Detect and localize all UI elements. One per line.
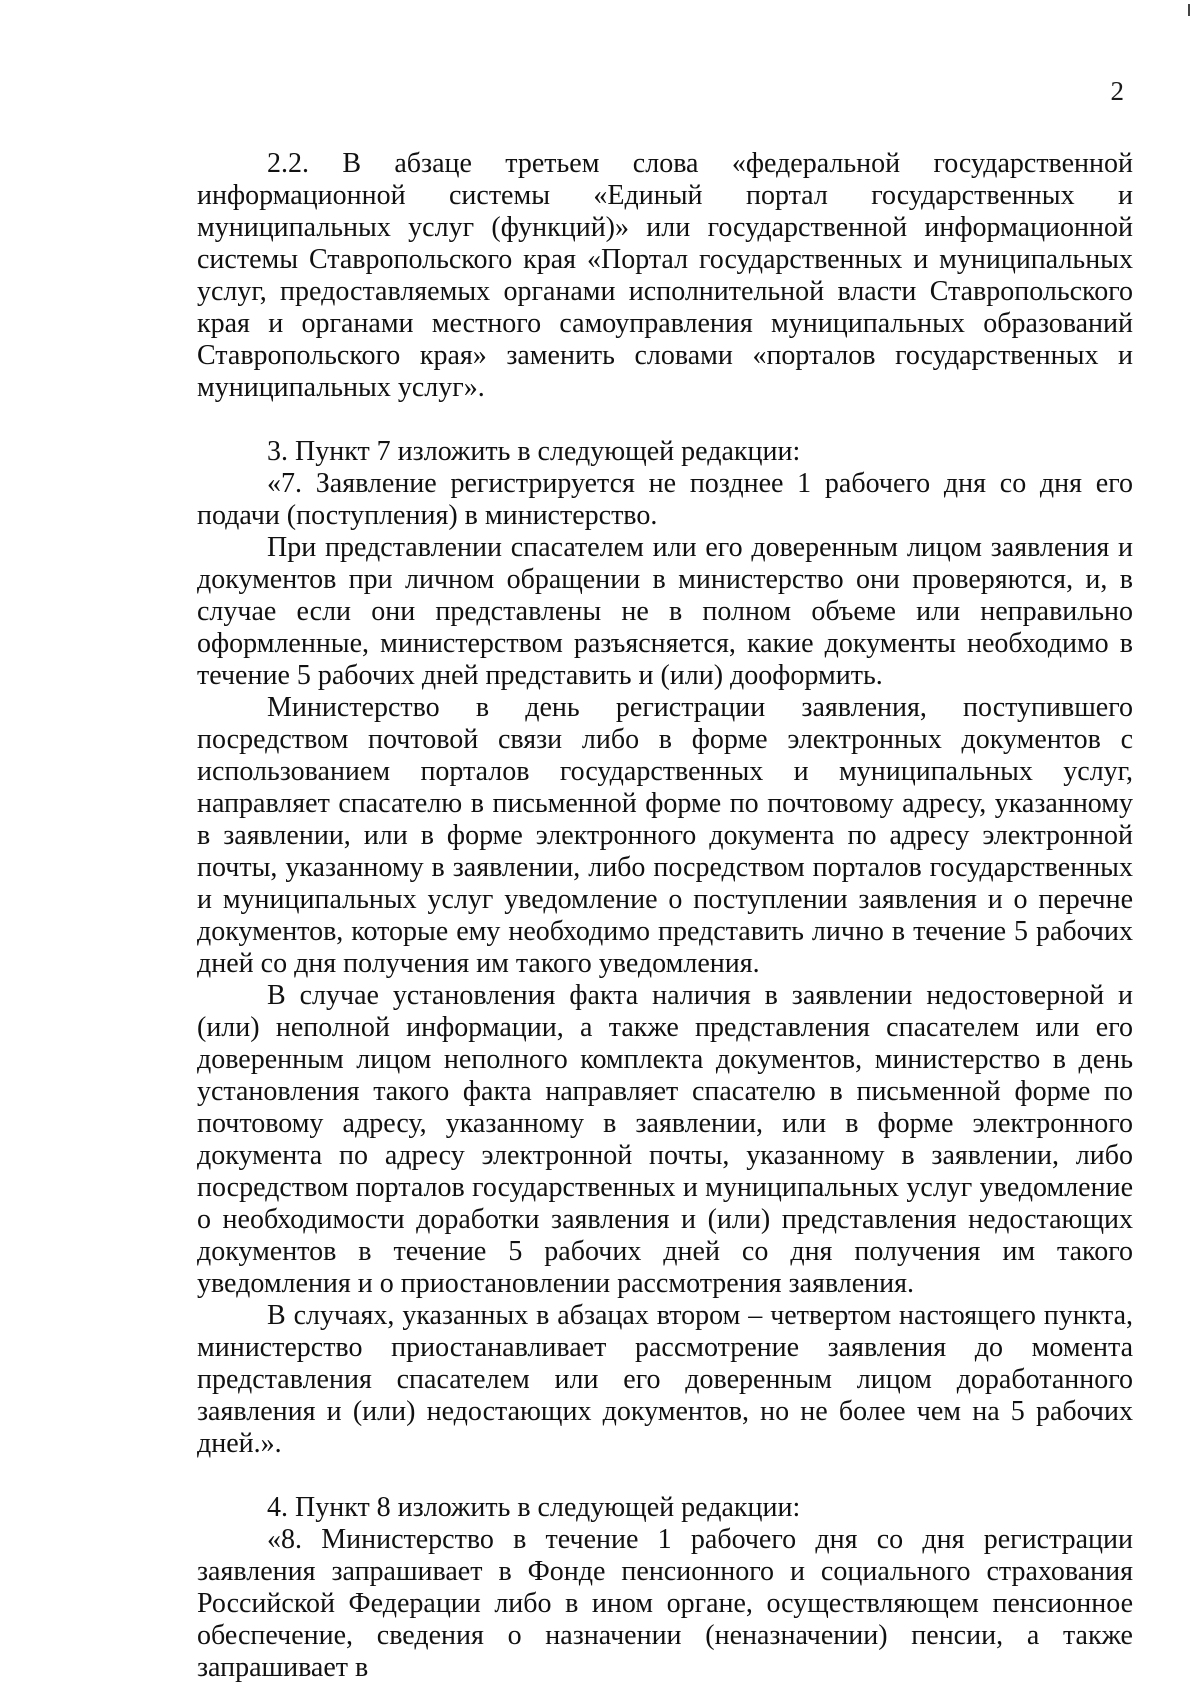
scan-mark [1188,4,1190,16]
paragraph-7-1: «7. Заявление регистрируется не позднее 1 рабочего дня со дня его подачи (поступления) в министерство. [197,468,1133,531]
paragraph-gap [197,1460,1133,1492]
paragraph-7-4: В случае установления факта наличия в заявлении недостоверной и (или) неполной информации, а также представления спасателем или его доверенным лицом неполного комплекта документов, министерство в день установления такого факта направляет спасателю в письменной форме по почтовому адресу, указанному в заявлении, или в форме электронного документа по адресу электронной почты, указанному в заявлении, либо посредством порталов государственных и муниципальных услуг уведомление о необходимости доработки заявления и (или) представления недостающих документов в течение 5 рабочих дней со дня получения им такого уведомления и о приостановлении рассмотрения заявления. [197,980,1133,1299]
paragraph-2-2: 2.2. В абзаце третьем слова «федеральной государственной информационной системы «Единый портал государственных и муниципальных услуг (функций)» или государственной информационной системы Ставропольского края «Портал государственных и муниципальных услуг, предоставляемых органами исполнительной власти Ставропольского края и органами местного самоуправления муниципальных образований Ставропольского края» заменить словами «порталов государственных и муниципальных услуг». [197,148,1133,403]
paragraph-7-5: В случаях, указанных в абзацах втором – четвертом настоящего пункта, министерство приостанавливает рассмотрение заявления до момента представления спасателем или его доверенным лицом доработанного заявления и (или) недостающих документов, но не более чем на 5 рабочих дней.». [197,1300,1133,1459]
paragraph-7-3: Министерство в день регистрации заявления, поступившего посредством почтовой связи либо в форме электронных документов с использованием порталов государственных и муниципальных услуг, направляет спасателю в письменной форме по почтовому адресу, указанному в заявлении, или в форме электронного документа по адресу электронной почты, указанному в заявлении, либо посредством порталов государственных и муниципальных услуг уведомление о поступлении заявления и о перечне документов, которые ему необходимо представить лично в течение 5 рабочих дней со дня получения им такого уведомления. [197,692,1133,979]
document-body [197,148,1133,1684]
page-number: 2 [1110,76,1124,106]
paragraph-3-heading: 3. Пункт 7 изложить в следующей редакции: [267,436,801,467]
paragraph-8-1: «8. Министерство в течение 1 рабочего дня со дня регистрации заявления запрашивает в Фонде пенсионного и социального страхования Российской Федерации либо в ином органе, осуществляющем пенсионное обеспечение, сведения о назначении (неназначении) пенсии, а также запрашивает в [197,1524,1133,1683]
paragraph-7-2: При представлении спасателем или его доверенным лицом заявления и документов при личном обращении в министерство они проверяются, и, в случае если они представлены не в полном объеме или неправильно оформленные, министерством разъясняется, какие документы необходимо в течение 5 рабочих дней представить и (или) дооформить. [197,532,1133,691]
paragraph-4-heading: 4. Пункт 8 изложить в следующей редакции: [267,1492,801,1523]
paragraph-gap [197,404,1133,436]
